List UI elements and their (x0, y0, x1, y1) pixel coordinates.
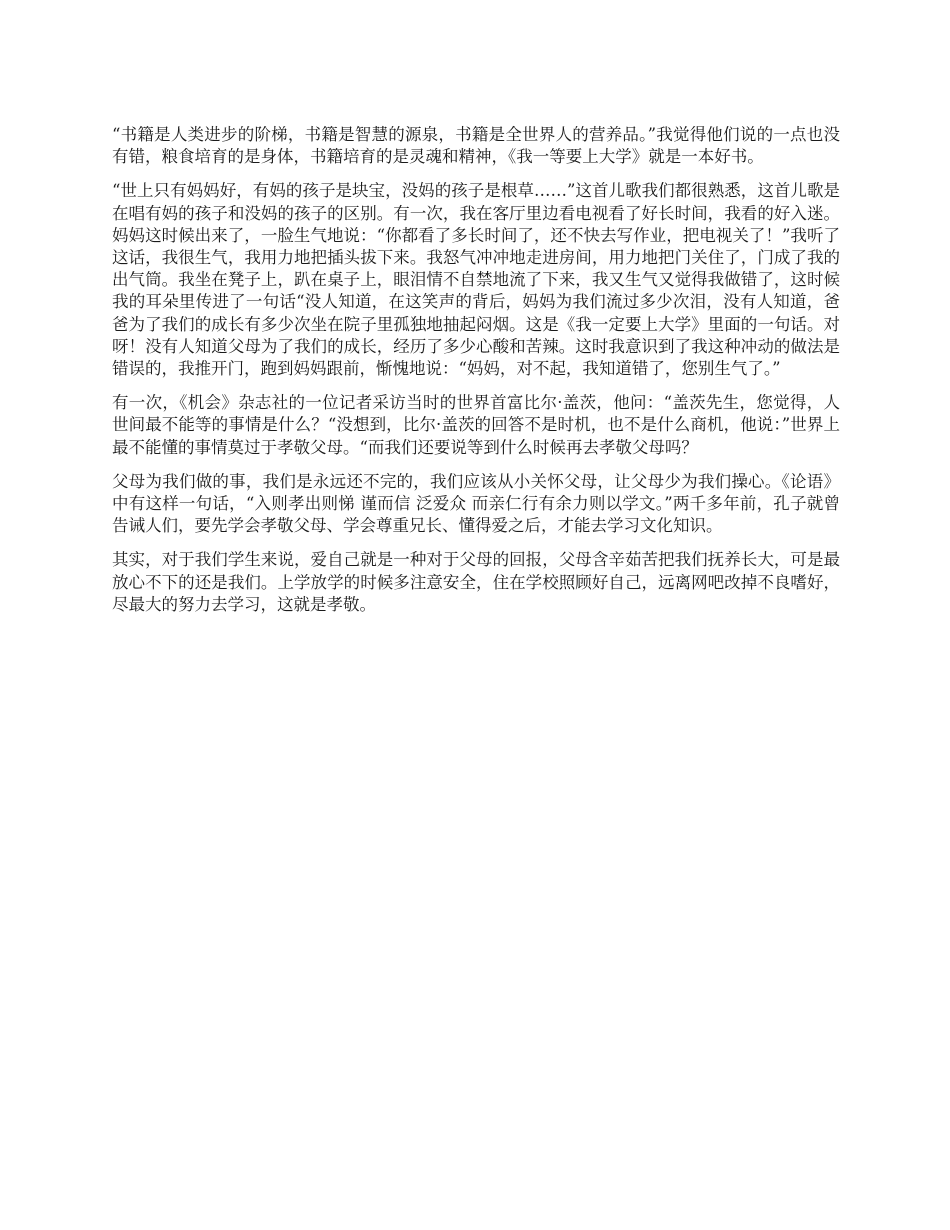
document-body (112, 124, 840, 628)
paragraph-4: 父母为我们做的事，我们是永远还不完的，我们应该从小关怀父母，让父母少为我们操心。《论语》中有这样一句话，“入则孝出则悌 谨而信 泛爱众 而亲仁行有余力则以学文。”两千多年前，孔子就曾告诫人们，要先学会孝敬父母、学会尊重兄长、懂得爱之后，才能去学习文化知识。 (112, 471, 840, 536)
paragraph-2: “世上只有妈妈好，有妈的孩子是块宝，没妈的孩子是根草……”这首儿歌我们都很熟悉，这首儿歌是在唱有妈的孩子和没妈的孩子的区别。有一次，我在客厅里边看电视看了好长时间，我看的好入迷。妈妈这时候出来了，一脸生气地说：“你都看了多长时间了，还不快去写作业，把电视关了！”我听了这话，我很生气，我用力地把插头拔下来。我怒气冲冲地走进房间，用力地把门关住了，门成了我的出气筒。我坐在凳子上，趴在桌子上，眼泪情不自禁地流了下来，我又生气又觉得我做错了，这时候我的耳朵里传进了一句话“没人知道，在这笑声的背后，妈妈为我们流过多少次泪，没有人知道，爸爸为了我们的成长有多少次坐在院子里孤独地抽起闷烟。这是《我一定要上大学》里面的一句话。对呀！没有人知道父母为了我们的成长，经历了多少心酸和苦辣。这时我意识到了我这种冲动的做法是错误的，我推开门，跑到妈妈跟前，惭愧地说：“妈妈，对不起，我知道错了，您别生气了。” (112, 181, 840, 379)
paragraph-3: 有一次，《机会》杂志社的一位记者采访当时的世界首富比尔·盖茨，他问：“盖茨先生，您觉得，人世间最不能等的事情是什么？“没想到，比尔·盖茨的回答不是时机，也不是什么商机，他说：”世界上最不能懂的事情莫过于孝敬父母。“而我们还要说等到什么时候再去孝敬父母吗？ (112, 393, 840, 457)
paragraph-5: 其实，对于我们学生来说，爱自己就是一种对于父母的回报，父母含辛茹苦把我们抚养长大，可是最放心不下的还是我们。上学放学的时候多注意安全，住在学校照顾好自己，远离网吧改掉不良嗜好，尽最大的努力去学习，这就是孝敬。 (112, 550, 840, 614)
paragraph-1: “书籍是人类进步的阶梯，书籍是智慧的源泉，书籍是全世界人的营养品。”我觉得他们说的一点也没有错，粮食培育的是身体，书籍培育的是灵魂和精神，《我一等要上大学》就是一本好书。 (112, 125, 840, 167)
